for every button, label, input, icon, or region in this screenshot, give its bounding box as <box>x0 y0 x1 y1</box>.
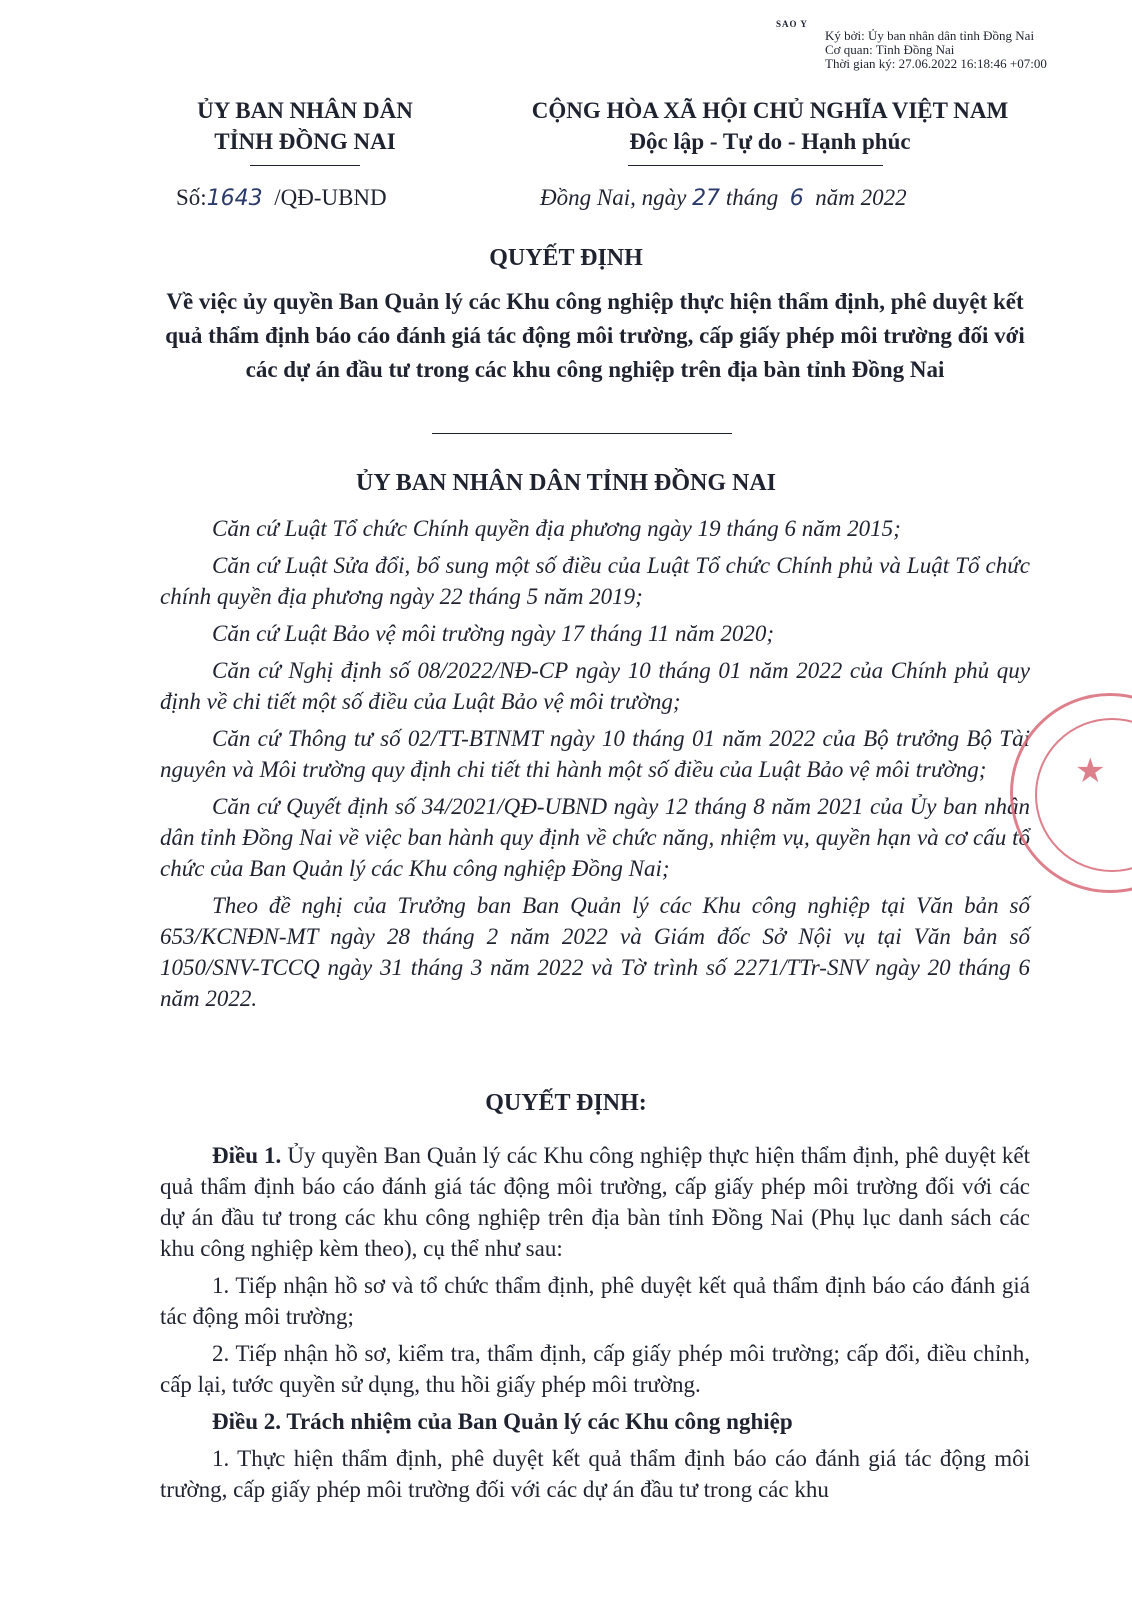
basis-item: Căn cứ Thông tư số 02/TT-BTNMT ngày 10 tháng 01 năm 2022 của Bộ trưởng Bộ Tài nguyên và Môi trường quy định chi tiết thi hành một số điều của Luật Bảo vệ môi trường; <box>160 726 1030 782</box>
issuing-authority: ỦY BAN NHÂN DÂN TỈNH ĐỒNG NAI <box>355 470 777 496</box>
basis-item: Căn cứ Quyết định số 34/2021/QĐ-UBND ngày 12 tháng 8 năm 2021 của Ủy ban nhân dân tỉnh Đồng Nai về việc ban hành quy định về chức năng, nhiệm vụ, quyền hạn và cơ cấu tổ chức của Ban Quản lý các Khu công nghiệp Đồng Nai; <box>160 794 1030 881</box>
org-underline <box>250 165 360 166</box>
digital-signature-block <box>825 29 1125 71</box>
basis-item: Căn cứ Luật Tổ chức Chính quyền địa phương ngày 19 tháng 6 năm 2015; <box>212 516 901 541</box>
article-1-label: Điều 1. <box>212 1143 282 1168</box>
date-year: năm 2022 <box>815 185 907 210</box>
doc-number-handwritten: 1643 <box>206 186 263 211</box>
nation-line-2: Độc lập - Tự do - Hạnh phúc <box>629 129 911 154</box>
decision-body <box>160 1140 1030 1511</box>
issue-date <box>540 185 907 211</box>
document-number <box>176 185 387 211</box>
date-day: 27 <box>692 186 721 211</box>
article-1-item-1: 1. Tiếp nhận hồ sơ và tổ chức thẩm định, phê duyệt kết quả thẩm định báo cáo đánh giá tác động môi trường; <box>160 1273 1030 1329</box>
motto-underline <box>628 165 883 166</box>
date-month-label: tháng <box>725 185 779 210</box>
org-line-1: ỦY BAN NHÂN DÂN <box>197 98 413 123</box>
decision-heading: QUYẾT ĐỊNH: <box>485 1090 647 1116</box>
signing-agency: Cơ quan: Tỉnh Đồng Nai <box>825 42 955 57</box>
article-1-text: Ủy quyền Ban Quản lý các Khu công nghiệp thực hiện thẩm định, phê duyệt kết quả thẩm định báo cáo đánh giá tác động môi trường, cấp giấy phép môi trường đối với các dự án đầu tư trong các khu công nghiệp trên địa bàn tỉnh Đồng Nai (Phụ lục danh sách các khu công nghiệp kèm theo), cụ thể như sau: <box>160 1143 1031 1261</box>
article-1-item-2: 2. Tiếp nhận hồ sơ, kiểm tra, thẩm định, cấp giấy phép môi trường; cấp đổi, điều chỉnh, cấp lại, tước quyền sử dụng, thu hồi giấy phép môi trường. <box>160 1341 1030 1397</box>
document-subject: Về việc ủy quyền Ban Quản lý các Khu công nghiệp thực hiện thẩm định, phê duyệt kết quả thẩm định báo cáo đánh giá tác động môi trường, cấp giấy phép môi trường đối với các dự án đầu tư trong các khu công nghiệp trên địa bàn tỉnh Đồng Nai <box>165 289 1025 382</box>
signed-by: Ký bởi: Ủy ban nhân dân tỉnh Đồng Nai <box>825 28 1035 43</box>
document-title: QUYẾT ĐỊNH <box>489 245 643 271</box>
national-heading <box>470 95 1070 157</box>
article-2-item-1: 1. Thực hiện thẩm định, phê duyệt kết quả thẩm định báo cáo đánh giá tác động môi trường, cấp giấy phép môi trường đối với các dự án đầu tư trong các khu <box>160 1446 1030 1502</box>
subject-underline <box>432 433 732 434</box>
issuing-organization <box>160 95 450 157</box>
nation-line-1: CỘNG HÒA XÃ HỘI CHỦ NGHĨA VIỆT NAM <box>531 98 1009 123</box>
article-2-heading: Điều 2. Trách nhiệm của Ban Quản lý các Khu công nghiệp <box>212 1409 793 1434</box>
article-1 <box>160 1140 1030 1264</box>
date-month: 6 <box>789 186 804 211</box>
basis-item: Căn cứ Luật Sửa đổi, bổ sung một số điều của Luật Tổ chức Chính phủ và Luật Tổ chức chính quyền địa phương ngày 22 tháng 5 năm 2019; <box>160 553 1030 609</box>
seal-star-icon: ★ <box>1075 751 1106 791</box>
seal-inner-ring <box>1035 718 1132 872</box>
doc-number-prefix: Số: <box>176 185 207 210</box>
basis-item: Theo đề nghị của Trưởng ban Ban Quản lý các Khu công nghiệp tại Văn bản số 653/KCNĐN-MT ngày 28 tháng 2 năm 2022 và Giám đốc Sở Nội vụ tại Văn bản số 1050/SNV-TCCQ ngày 31 tháng 3 năm 2022 và Tờ trình số 2271/TTr-SNV ngày 20 tháng 6 năm 2022. <box>160 893 1030 1011</box>
signature-mark: SAO Y <box>776 19 808 29</box>
basis-item: Căn cứ Nghị định số 08/2022/NĐ-CP ngày 10 tháng 01 năm 2022 của Chính phủ quy định về chi tiết một số điều của Luật Bảo vệ môi trường; <box>160 658 1030 714</box>
basis-item: Căn cứ Luật Bảo vệ môi trường ngày 17 tháng 11 năm 2020; <box>212 621 775 646</box>
legal-bases <box>160 513 1030 1020</box>
doc-number-suffix: /QĐ-UBND <box>274 185 387 210</box>
date-place: Đồng Nai, ngày <box>540 185 687 210</box>
signing-time: Thời gian ký: 27.06.2022 16:18:46 +07:00 <box>825 56 1047 71</box>
org-line-2: TỈNH ĐỒNG NAI <box>214 129 396 154</box>
